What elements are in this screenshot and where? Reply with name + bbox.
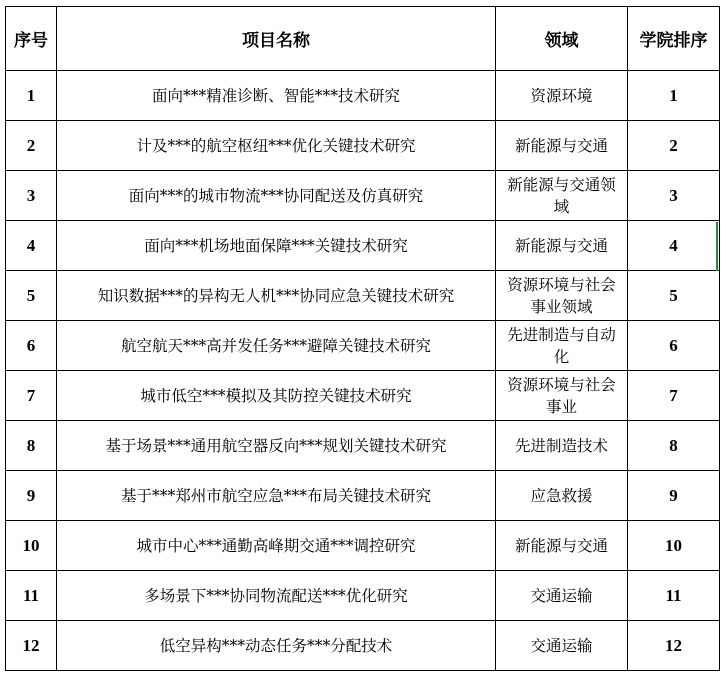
header-index: 序号 (6, 7, 57, 71)
table-row (6, 621, 720, 671)
row-project-name: 知识数据***的异构无人机***协同应急关键技术研究 (57, 271, 496, 321)
row-field: 先进制造技术 (496, 421, 628, 471)
table-row (6, 221, 720, 271)
table-row (6, 521, 720, 571)
row-field: 新能源与交通 (496, 121, 628, 171)
row-field: 新能源与交通 (496, 221, 628, 271)
row-project-name: 计及***的航空枢纽***优化关键技术研究 (57, 121, 496, 171)
row-rank: 9 (628, 471, 720, 521)
row-index: 5 (6, 271, 57, 321)
row-project-name: 航空航天***高并发任务***避障关键技术研究 (57, 321, 496, 371)
row-field: 资源环境与社会事业 (496, 371, 628, 421)
header-project-name: 项目名称 (57, 7, 496, 71)
row-index: 1 (6, 71, 57, 121)
header-field: 领域 (496, 7, 628, 71)
row-project-name: 面向***精准诊断、智能***技术研究 (57, 71, 496, 121)
row-rank: 3 (628, 171, 720, 221)
row-index: 7 (6, 371, 57, 421)
row-rank: 5 (628, 271, 720, 321)
row-rank: 12 (628, 621, 720, 671)
table-row (6, 271, 720, 321)
row-project-name: 基于***郑州市航空应急***布局关键技术研究 (57, 471, 496, 521)
table-row (6, 571, 720, 621)
row-index: 3 (6, 171, 57, 221)
table-row (6, 121, 720, 171)
row-project-name: 城市中心***通勤高峰期交通***调控研究 (57, 521, 496, 571)
row-field: 资源环境与社会事业领域 (496, 271, 628, 321)
table-row (6, 421, 720, 471)
row-rank: 10 (628, 521, 720, 571)
row-index: 12 (6, 621, 57, 671)
row-field: 资源环境 (496, 71, 628, 121)
row-index: 9 (6, 471, 57, 521)
row-index: 2 (6, 121, 57, 171)
table-row (6, 171, 720, 221)
row-rank: 7 (628, 371, 720, 421)
row-index: 4 (6, 221, 57, 271)
row-field: 应急救援 (496, 471, 628, 521)
row-index: 8 (6, 421, 57, 471)
row-field: 交通运输 (496, 621, 628, 671)
row-project-name: 多场景下***协同物流配送***优化研究 (57, 571, 496, 621)
row-project-name: 面向***的城市物流***协同配送及仿真研究 (57, 171, 496, 221)
row-rank: 6 (628, 321, 720, 371)
row-rank: 1 (628, 71, 720, 121)
row-project-name: 基于场景***通用航空器反向***规划关键技术研究 (57, 421, 496, 471)
table-row (6, 321, 720, 371)
row-rank: 11 (628, 571, 720, 621)
row-index: 6 (6, 321, 57, 371)
project-table (5, 6, 720, 671)
row-project-name: 面向***机场地面保障***关键技术研究 (57, 221, 496, 271)
row-field: 新能源与交通领域 (496, 171, 628, 221)
row-field: 先进制造与自动化 (496, 321, 628, 371)
table-row (6, 471, 720, 521)
row-index: 11 (6, 571, 57, 621)
row-rank: 8 (628, 421, 720, 471)
cell-selection-marker (716, 222, 718, 271)
row-index: 10 (6, 521, 57, 571)
table-row (6, 71, 720, 121)
row-field: 新能源与交通 (496, 521, 628, 571)
table-row (6, 371, 720, 421)
header-college-rank: 学院排序 (628, 7, 720, 71)
row-project-name: 城市低空***模拟及其防控关键技术研究 (57, 371, 496, 421)
row-project-name: 低空异构***动态任务***分配技术 (57, 621, 496, 671)
table-header-row (6, 7, 720, 71)
row-field: 交通运输 (496, 571, 628, 621)
row-rank: 2 (628, 121, 720, 171)
row-rank: 4 (628, 221, 720, 271)
